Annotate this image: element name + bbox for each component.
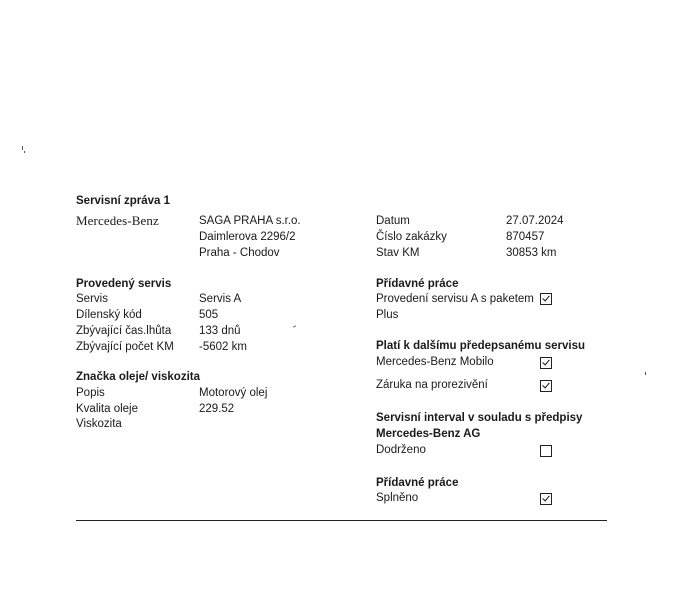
- date-label: Datum: [376, 215, 410, 227]
- date-value: 27.07.2024: [506, 215, 564, 227]
- interval-heading-line2: Mercedes-Benz AG: [376, 428, 481, 440]
- rust-warranty-label: Záruka na prorezivění: [376, 379, 488, 391]
- extra-work-heading: Přídavné práce: [376, 278, 459, 290]
- mileage-value: 30853 km: [506, 247, 557, 259]
- oil-quality-value: 229.52: [199, 403, 235, 415]
- service-label: Servis: [76, 293, 108, 305]
- extra-work-item-line2: Plus: [376, 309, 399, 321]
- valid-next-heading: Platí k dalšímu předepsanému servisu: [376, 340, 585, 352]
- service-value: Servis A: [199, 293, 242, 305]
- fulfilled-label: Splněno: [376, 492, 419, 504]
- oil-quality-label: Kvalita oleje: [76, 403, 139, 415]
- extra-work2-heading: Přídavné práce: [376, 477, 459, 489]
- compliance-checkbox[interactable]: [540, 445, 552, 457]
- order-number-value: 870457: [506, 231, 545, 243]
- mileage-label: Stav KM: [376, 247, 420, 259]
- remaining-km-value: -5602 km: [199, 341, 247, 353]
- workshop-code-label: Dílenský kód: [76, 309, 142, 321]
- service-heading: Provedený servis: [76, 278, 172, 290]
- interval-heading-line1: Servisní interval v souladu s předpisy: [376, 412, 583, 424]
- brand-name: Mercedes-Benz: [76, 213, 159, 228]
- oil-heading: Značka oleje/ viskozita: [76, 371, 201, 383]
- report-title: Servisní zpráva 1: [76, 195, 170, 207]
- viscosity-label: Viskozita: [76, 418, 122, 430]
- fulfilled-checkbox[interactable]: [540, 493, 552, 505]
- dealer-city: Praha - Chodov: [199, 247, 280, 259]
- rust-warranty-checkbox[interactable]: [540, 380, 552, 392]
- extra-work-checkbox[interactable]: [540, 293, 552, 305]
- workshop-code-value: 505: [199, 309, 219, 321]
- order-number-label: Číslo zakázky: [376, 231, 447, 243]
- dealer-street: Daimlerova 2296/2: [199, 231, 296, 243]
- oil-description-label: Popis: [76, 387, 105, 399]
- mobilo-label: Mercedes-Benz Mobilo: [376, 356, 494, 368]
- scan-speck: [645, 372, 646, 375]
- dealer-name: SAGA PRAHA s.r.o.: [199, 215, 301, 227]
- remaining-time-label: Zbývající čas.lhůta: [76, 325, 172, 337]
- scan-speck: [293, 325, 296, 327]
- extra-work-item-line1: Provedení servisu A s paketem: [376, 293, 534, 305]
- remaining-time-value: 133 dnů: [199, 325, 241, 337]
- mobilo-checkbox[interactable]: [540, 357, 552, 369]
- oil-description-value: Motorový olej: [199, 387, 268, 399]
- compliance-label: Dodrženo: [376, 444, 426, 456]
- bottom-divider: [76, 520, 607, 521]
- scan-speck: [22, 146, 23, 150]
- scan-speck: [24, 151, 25, 153]
- remaining-km-label: Zbývající počet KM: [76, 341, 174, 353]
